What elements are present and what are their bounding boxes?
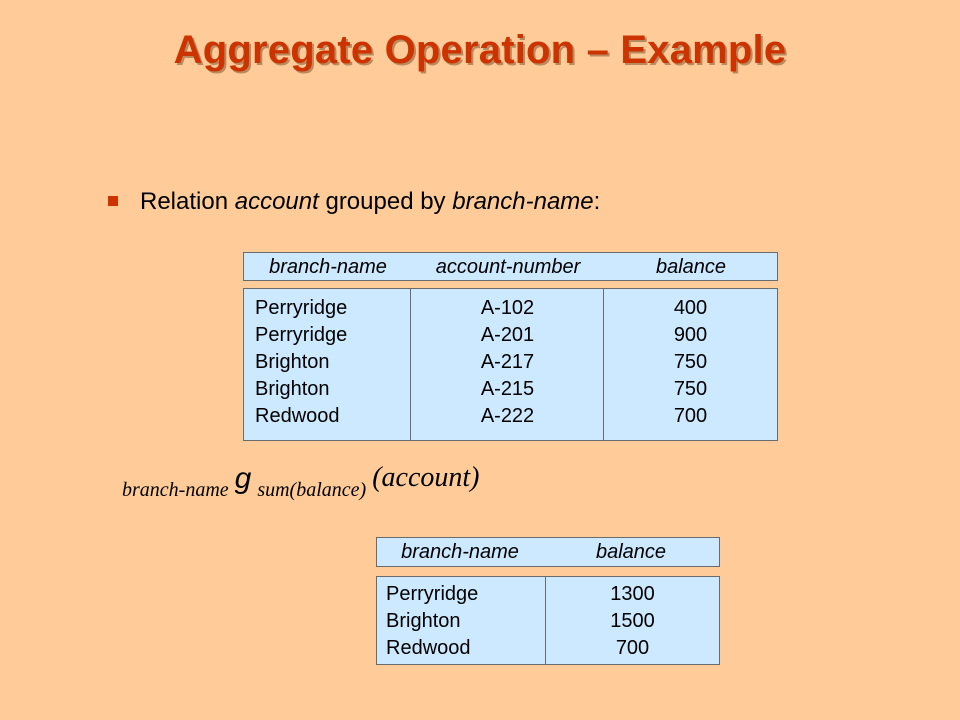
- bullet-text-post: :: [593, 188, 601, 215]
- table-cell: 900: [673, 324, 708, 346]
- table-cell: A-222: [480, 405, 535, 427]
- square-bullet-icon: [108, 196, 118, 206]
- account-number-column: [410, 289, 604, 440]
- table-cell: Brighton: [386, 610, 461, 632]
- bullet-text-mid: grouped by: [318, 188, 453, 215]
- table-cell: 700: [615, 637, 650, 659]
- table-cell: A-215: [480, 378, 535, 400]
- aggregate-argument: (account): [372, 462, 480, 493]
- table-cell: A-201: [480, 324, 535, 346]
- balance-column: [603, 289, 777, 440]
- table-cell: Brighton: [255, 378, 330, 400]
- branch-name-column: [377, 577, 545, 664]
- column-header-branch-name: branch-name: [401, 541, 519, 563]
- table-cell: Perryridge: [255, 297, 348, 319]
- result-table-body: [376, 576, 720, 665]
- aggregate-g-symbol: g: [234, 462, 252, 495]
- table-cell: Brighton: [255, 351, 330, 373]
- table-cell: A-217: [480, 351, 535, 373]
- table-cell: Redwood: [386, 637, 471, 659]
- branch-name-column: [244, 289, 411, 440]
- aggregate-expression: [122, 462, 480, 504]
- table-cell: 1500: [610, 610, 655, 632]
- account-table-header: [243, 252, 778, 281]
- result-table-header: [376, 537, 720, 567]
- table-cell: Perryridge: [255, 324, 348, 346]
- table-cell: A-102: [480, 297, 535, 319]
- slide-title: Aggregate Operation – Example: [173, 28, 787, 72]
- bullet-text-pre: Relation: [140, 188, 235, 215]
- table-cell: 750: [673, 378, 708, 400]
- table-cell: Redwood: [255, 405, 340, 427]
- bullet-attribute-name: branch-name: [452, 188, 594, 215]
- account-table-body: [243, 288, 778, 441]
- bullet-relation-name: account: [234, 188, 319, 215]
- table-cell: Perryridge: [386, 583, 479, 605]
- group-by-attribute: branch-name: [122, 479, 229, 501]
- table-cell: 750: [673, 351, 708, 373]
- bullet-item: [108, 186, 600, 218]
- column-header-balance: balance: [655, 256, 727, 278]
- column-header-account-number: account-number: [435, 256, 581, 278]
- table-cell: 400: [673, 297, 708, 319]
- column-header-balance: balance: [595, 541, 667, 563]
- column-header-branch-name: branch-name: [269, 256, 387, 278]
- balance-column: [545, 577, 719, 664]
- aggregate-function: sum(balance): [257, 479, 367, 501]
- table-cell: 700: [673, 405, 708, 427]
- table-cell: 1300: [610, 583, 655, 605]
